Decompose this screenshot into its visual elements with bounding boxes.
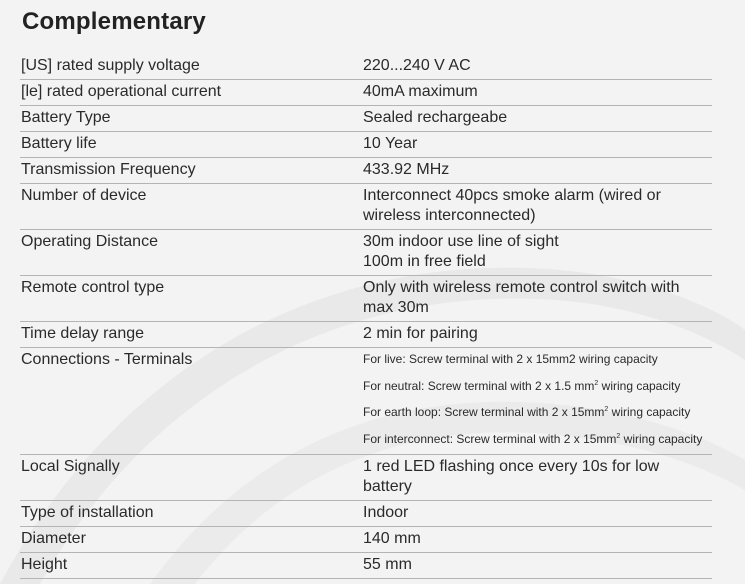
spec-value-line: Interconnect 40pcs smoke alarm (wired or <box>363 187 661 204</box>
spec-value-line: 1 red LED flashing once every 10s for low battery <box>363 458 660 495</box>
spec-row <box>20 80 712 106</box>
spec-label: Battery Type <box>20 106 362 132</box>
spec-value <box>362 501 712 527</box>
spec-label: Number of device <box>20 184 362 230</box>
spec-row <box>20 455 712 501</box>
spec-row <box>20 106 712 132</box>
spec-value <box>362 455 712 501</box>
spec-label: [US] rated supply voltage <box>20 54 362 80</box>
spec-value-line: For neutral: Screw terminal with 2 x 1.5 $mm^2$ wiring capacity <box>363 378 681 393</box>
spec-label: Diameter <box>20 527 362 553</box>
spec-row <box>20 54 712 80</box>
spec-value-line: 433.92 MHz <box>363 161 450 178</box>
spec-value-line: For live: Screw terminal with 2 x 15mm2 wiring capacity <box>363 352 658 366</box>
spec-label: Type of installation <box>20 501 362 527</box>
spec-value <box>362 158 712 184</box>
spec-value-line: 30m indoor use line of sight <box>363 233 559 250</box>
spec-label: Battery life <box>20 132 362 158</box>
spec-row <box>20 553 712 579</box>
spec-value <box>362 322 712 348</box>
spec-value <box>362 132 712 158</box>
spec-label: Transmission Frequency <box>20 158 362 184</box>
spec-value-line: Only with wireless remote control switch with <box>363 279 680 296</box>
superscript: 2 <box>594 379 599 387</box>
spec-row <box>20 276 712 322</box>
spec-value-line: For earth loop: Screw terminal with 2 x $15mm^2$ wiring capacity <box>363 405 691 419</box>
spec-row <box>20 184 712 230</box>
spec-row <box>20 348 712 455</box>
spec-label: Operating Distance <box>20 230 362 276</box>
spec-value-line: Indoor <box>363 504 409 521</box>
spec-label: Remote control type <box>20 276 362 322</box>
spec-value <box>362 106 712 132</box>
spec-value-line: 100m in free field <box>363 253 486 270</box>
section-title: Complementary <box>22 8 206 35</box>
spec-label: Time delay range <box>20 322 362 348</box>
superscript: 2 <box>604 406 609 413</box>
spec-value <box>362 54 712 80</box>
spec-value-line: 10 Year <box>363 135 418 152</box>
spec-value <box>362 276 712 322</box>
spec-value <box>362 230 712 276</box>
spec-value <box>362 553 712 579</box>
spec-value <box>362 527 712 553</box>
spec-value-line: Sealed rechargeabe <box>363 109 508 126</box>
spec-label: Local Signally <box>20 455 362 501</box>
spec-value-line: 140 mm <box>363 530 421 547</box>
spec-label: Connections - Terminals <box>20 348 362 455</box>
spec-value <box>362 348 712 455</box>
spec-table <box>20 54 712 579</box>
spec-value-line: For interconnect: Screw terminal with 2 x $15mm^2$ wiring capacity <box>363 431 703 446</box>
spec-row <box>20 132 712 158</box>
spec-value-line: wireless interconnected) <box>363 207 536 224</box>
superscript: 2 <box>616 432 621 440</box>
spec-label: [le] rated operational current <box>20 80 362 106</box>
spec-value-line: 2 min for pairing <box>363 325 478 342</box>
spec-value <box>362 80 712 106</box>
spec-value-line: max 30m <box>363 299 429 316</box>
spec-value-line: 40mA maximum <box>363 83 478 100</box>
spec-label: Height <box>20 553 362 579</box>
spec-value <box>362 184 712 230</box>
spec-row <box>20 322 712 348</box>
spec-row <box>20 158 712 184</box>
spec-value-line: 220...240 V AC <box>363 57 471 74</box>
spec-row <box>20 501 712 527</box>
spec-row <box>20 230 712 276</box>
spec-value-line: 55 mm <box>363 556 412 573</box>
spec-row <box>20 527 712 553</box>
